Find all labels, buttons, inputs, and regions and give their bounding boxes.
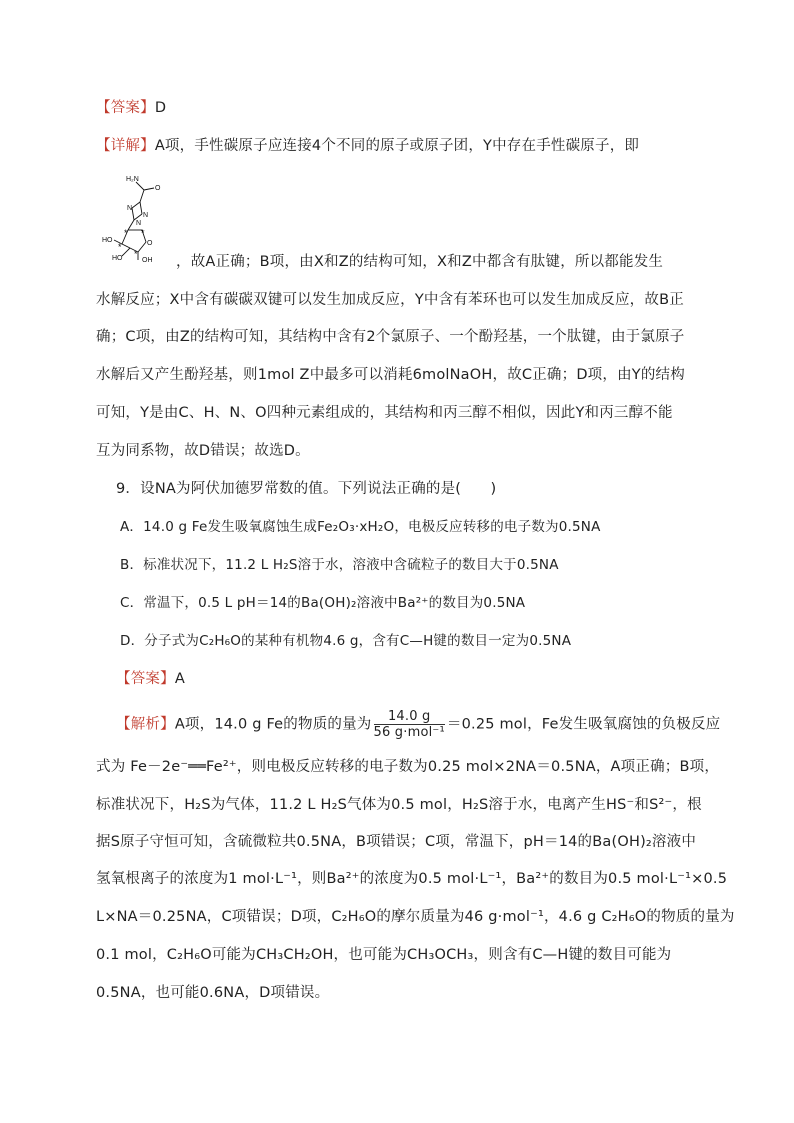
answer-value-2: A [174,671,185,687]
analysis-text-1b: ＝0.25 mol，Fe发生吸氧腐蚀的负极反应 [446,716,721,733]
molar-fraction [374,709,445,740]
answer-line-2 [116,669,185,689]
detail-tag: 【详解】 [96,138,155,154]
question-9-option-d: D．分子式为C₂H₆O的某种有机物4.6 g，含有C—H键的数目一定为0.5NA [120,633,572,649]
detail-line-4: 确；C项，由Z的结构可知，其结构中含有2个氯原子、一个酚羟基，一个肽键，由于氯原子 [96,329,685,345]
mol-label-oh: OH [142,257,153,264]
molecule-structure-image [100,168,180,268]
fraction-numerator: 14.0 g [374,709,445,725]
question-9-stem: 9．设NA为阿伏加德罗常数的值。下列说法正确的是( ) [116,481,497,497]
question-9-option-c: C．常温下，0.5 L pH＝14的Ba(OH)₂溶液中Ba²⁺的数目为0.5NA [120,595,526,611]
answer-tag-2: 【答案】 [116,671,175,687]
chiral-star-3: * [118,242,122,252]
question-9-option-b: B．标准状况下，11.2 L H₂S溶于水，溶液中含硫粒子的数目大于0.5NA [120,557,559,573]
detail-line-1 [96,136,639,156]
mol-label-o1: O [155,185,161,192]
analysis-line-4: 据S原子守恒可知，含硫微粒共0.5NA，B项错误；C项，常温下，pH＝14的Ba(OH)₂溶液中 [96,834,697,850]
fraction-denominator: 56 g·mol⁻¹ [373,725,445,740]
question-9-option-a: A．14.0 g Fe发生吸氧腐蚀生成Fe₂O₃·xH₂O，电极反应转移的电子数为0.5NA [120,519,601,535]
mol-label-n3: N [136,220,142,227]
detail-text-1: A项，手性碳原子应连接4个不同的原子或原子团，Y中存在手性碳原子，即 [154,138,640,154]
analysis-line-7: 0.1 mol，C₂H₆O可能为CH₃CH₂OH，也可能为CH₃OCH₃，则含有C—H键的数目可能为 [96,947,672,963]
analysis-line-6: L×NA＝0.25NA，C项错误；D项，C₂H₆O的摩尔质量为46 g·mol⁻¹，4.6 g C₂H₆O的物质的量为 [96,909,735,925]
analysis-line-2: 式为 Fe－2e⁻══Fe²⁺，则电极反应转移的电子数为0.25 mol×2NA＝0.5NA，A项正确；B项， [96,759,720,775]
answer-value: D [154,100,167,116]
mol-label-n2: N [143,212,149,219]
detail-line-5: 水解后又产生酚羟基，则1mol Z中最多可以消耗6molNaOH，故C正确；D项，由Y的结构 [96,367,685,383]
answer-tag: 【答案】 [96,100,155,116]
chiral-star-4: * [134,249,138,259]
mol-label-ho2: HO [112,255,123,262]
chiral-star-1: * [124,228,128,238]
analysis-line-3: 标准状况下，H₂S为气体，11.2 L H₂S气体为0.5 mol，H₂S溶于水，电离产生HS⁻和S²⁻，根 [96,797,702,813]
answer-line-1 [96,98,166,118]
mol-label-h2n: H₂N [126,176,139,183]
detail-line-3: 水解反应；X中含有碳碳双键可以发生加成反应，Y中含有苯环也可以发生加成反应，故B正 [96,292,684,308]
analysis-line-8: 0.5NA，也可能0.6NA，D项错误。 [96,985,330,1001]
analysis-tag: 【解析】 [116,716,175,733]
analysis-text-1a: A项，14.0 g Fe的物质的量为 [174,716,372,733]
mol-label-o2: O [147,240,153,247]
analysis-line-1 [116,709,720,740]
detail-line-2: ，故A正确；B项，由X和Z的结构可知，X和Z中都含有肽键，所以都能发生 [176,254,664,270]
mol-label-n1: N [127,205,133,212]
detail-line-6: 可知，Y是由C、H、N、O四种元素组成的，其结构和丙三醇不相似，因此Y和丙三醇不能 [96,405,673,421]
detail-line-7: 互为同系物，故D错误；故选D。 [96,443,310,459]
analysis-line-5: 氢氧根离子的浓度为1 mol·L⁻¹，则Ba²⁺的浓度为0.5 mol·L⁻¹，Ba²⁺的数目为0.5 mol·L⁻¹×0.5 [96,871,728,887]
chiral-star-2: * [141,228,145,238]
mol-label-ho1: HO [102,237,113,244]
